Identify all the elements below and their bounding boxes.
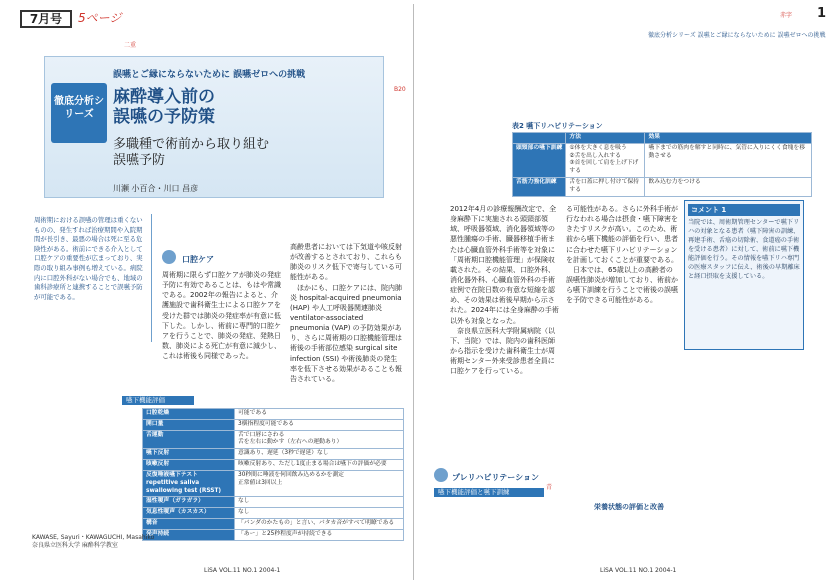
table-cell: 「パンダのかたもの」と言い、パタカ音がすべて明瞭である <box>235 518 404 529</box>
table-row <box>143 470 404 496</box>
rehab-table <box>512 132 812 197</box>
table2-title: 表2 嚥下リハビリテーション <box>512 122 603 130</box>
swallow-eval-table <box>142 408 404 541</box>
table-cell: 「あー」と25秒程度声が持続できる <box>235 529 404 540</box>
table-cell: 舌を口蓋に押し付けて保持する <box>566 178 645 197</box>
table-head-cell: 効果 <box>645 133 812 144</box>
table-row-label: 嚥下反射 <box>143 449 235 460</box>
body-column-1: 周術期に限らず口腔ケアが肺炎の発症予防に有効であることは、もはや常識である。2002年の報告によると、介護施設で歯科衛生士による口腔ケアを受けた群では肺炎の発症率が有意に低下した。しかし、術前に専門的口腔ケアを行うことで、肺炎の発症、発熱日数、肺炎による死亡が有意に減少し、これは術後も同様であった。 <box>162 271 281 361</box>
left-page <box>14 4 414 580</box>
authors: 川瀬 小百合・川口 昌彦 <box>113 184 199 193</box>
table-row-label: 気息性嗄声（カスカス） <box>143 508 235 519</box>
section-bullet-icon <box>162 250 176 264</box>
footer-right: LiSA VOL.11 NO.1 2004-1 <box>600 567 677 574</box>
table-row-label: 湿性嗄声（ガラガラ） <box>143 497 235 508</box>
table-row-label: 反復唾液嚥下テスト repetitive saliva swallowing test (RSST) <box>143 470 235 496</box>
table-row-label: 口腔乾燥 <box>143 409 235 420</box>
table-row <box>143 409 404 420</box>
table-cell: 咳嗽反射あり、ただし1度止まる場合は嚥下の評価が必要 <box>235 460 404 471</box>
comment-title: コメント 1 <box>688 204 800 216</box>
comment-body: 当院では、周術期管理センターで嚥下リハの対象となる患者（嚥下障害の訓練、再建手術、舌癌の切除術、食道癌の手術を受ける患者）に対して、術前に嚥下機能評価を行う。その情報を嚥下リハ専門の医療スタッフに伝え、術後の早期離床と経口摂取を支援している。 <box>688 219 800 280</box>
section-heading-prehab: プレリハビリテーション <box>452 473 539 482</box>
table-cell: 舌で口唇にさわる 舌を左右に動かす（左右への運動あり） <box>235 430 404 449</box>
table-row-label: 開口量 <box>143 419 235 430</box>
article-subtitle: 多職種で術前から取り組む 誤嚥予防 <box>113 137 270 169</box>
table-row-label: 舌筋力強化訓練 <box>513 178 566 197</box>
table-cell: 3横指程度可能である <box>235 419 404 430</box>
annotation: 二重 <box>124 42 137 49</box>
table-cell: 嚥下までの筋肉を解すと同時に、気管に入りにくく食塊を移動させる <box>645 143 812 177</box>
table-cell: 可能である <box>235 409 404 420</box>
table-row <box>143 529 404 540</box>
table-row <box>143 508 404 519</box>
table-row <box>143 449 404 460</box>
section-heading-oral-care: 口腔ケア <box>182 255 214 264</box>
body-column-2: 高齢患者においては下気道や咳反射が改善するとされており、これらも肺炎のリスク低下で寄与している可能性がある。 ほかにも、口腔ケアには、院内肺炎 hospital-acquired pneumonia (HAP) や人工呼吸器関連肺炎 ventilator-associated pneumonia (VAP) の予防効果があり、さらに周術期の口腔機能管理は術後の手術部位感染 surgical site infection (SSI) や術後肺炎の発生率を低下させる効果があることも報告されている。 <box>290 243 402 383</box>
body-column-right-2: る可能性がある。さらに外科手術が行なわれる場合は摂食・嚥下障害をきたすリスクが高い。このため、術前から嚥下機能の評価を行い、患者に合わせた嚥下リハビリテーションを計画しておくことが重要である。 日本では、65歳以上の高齢者の誤嚥性肺炎が増加しており、術前から嚥下訓練を行うことで術後の誤嚥を予防できる可能性がある。 <box>566 205 678 305</box>
table-cell: 30秒間に唾液を何回飲み込めるかを測定 正常値は3回以上 <box>235 470 404 496</box>
annotation: 青 <box>546 484 553 491</box>
series-running-head: 徹底分析シリーズ 誤嚥とご縁にならないために 誤嚥ゼロへの挑戦 <box>648 32 826 39</box>
table-row <box>143 497 404 508</box>
page-label-handwritten: 5ページ <box>78 11 122 25</box>
comment-box <box>684 200 804 350</box>
series-title: 誤嚥とご縁にならないために 誤嚥ゼロへの挑戦 <box>113 70 306 80</box>
table-row-label: 舌運動 <box>143 430 235 449</box>
right-page <box>420 4 832 580</box>
annotation: 赤字 <box>780 12 793 19</box>
table-row <box>143 419 404 430</box>
title-banner <box>44 56 384 198</box>
page-number: 1 <box>816 6 826 21</box>
table-row <box>143 518 404 529</box>
table-cell: ①体を大きく息を吸う ②舌を出し入れする ③首を回して肩を上げ下げする <box>566 143 645 177</box>
table-row-label: 発声持続 <box>143 529 235 540</box>
table-row-label: 構音 <box>143 518 235 529</box>
issue-label: 7月号 <box>20 10 72 28</box>
footer-left: LiSA VOL.11 NO.1 2004-1 <box>204 567 281 574</box>
table-head-cell <box>513 133 566 144</box>
table-row-label: 頭頸部の嚥下訓練 <box>513 143 566 177</box>
subheading-swallow-training: 嚥下機能評価と嚥下訓練 <box>434 488 544 497</box>
table-cell: なし <box>235 497 404 508</box>
section-bullet-icon <box>434 468 448 482</box>
table-title-swallow: 嚥下機能評価 <box>122 396 194 405</box>
table-row-label: 咳嗽反射 <box>143 460 235 471</box>
series-badge: 徹底分析シリーズ <box>51 83 107 143</box>
table-row <box>143 460 404 471</box>
table-head-cell: 方法 <box>566 133 645 144</box>
table-row <box>143 430 404 449</box>
subheading-nutrition: 栄養状態の評価と改善 <box>594 503 664 511</box>
intro-lead: 周術期における誤嚥の管理は重くないものの、発生すれば治療期間や入院期間が長引き、最悪の場合は死に至る危険性がある。術前にできる介入として口腔ケアの重要性が広まっており、実際の取り組み事例も増えている。病院内に口腔外科がない場合でも、地域の歯科診療所と連携することで誤嚥予防が可能である。 <box>32 214 152 342</box>
body-column-right-1: 2012年4月の診療報酬改定で、全身麻酔下に実施される頭頸部領域、呼吸器領域、消化器領域等の悪性腫瘍の手術、臓器移植手術または心臓血管外科手術等を対象に「周術期口腔機能管理」が保険収載された。その結果、口腔外科、消化器外科、心臓血管外科の手術症例で在院日数の有意な短縮を認め、その効果は術後早期から示された。2024年には全身麻酔の手術以外も対象となった。 奈良県立医科大学附属病院（以下、当院）では、院内の歯科医師から指示を受けた歯科衛生士が周術期センター外来受診患者全員に口腔ケアを行っている。 <box>450 205 559 376</box>
annotation: B20 <box>394 86 406 93</box>
table-cell: 飲み込む力をつける <box>645 178 812 197</box>
table-cell: 意識あり、遅延（3秒で遅延）なし <box>235 449 404 460</box>
table-cell: なし <box>235 508 404 519</box>
article-title: 麻酔導入前の 誤嚥の予防策 <box>113 87 215 128</box>
author-affiliation: KAWASE, Sayuri・KAWAGUCHI, Masahiko 奈良県立医科大学 麻酔科学教室 <box>32 534 155 550</box>
